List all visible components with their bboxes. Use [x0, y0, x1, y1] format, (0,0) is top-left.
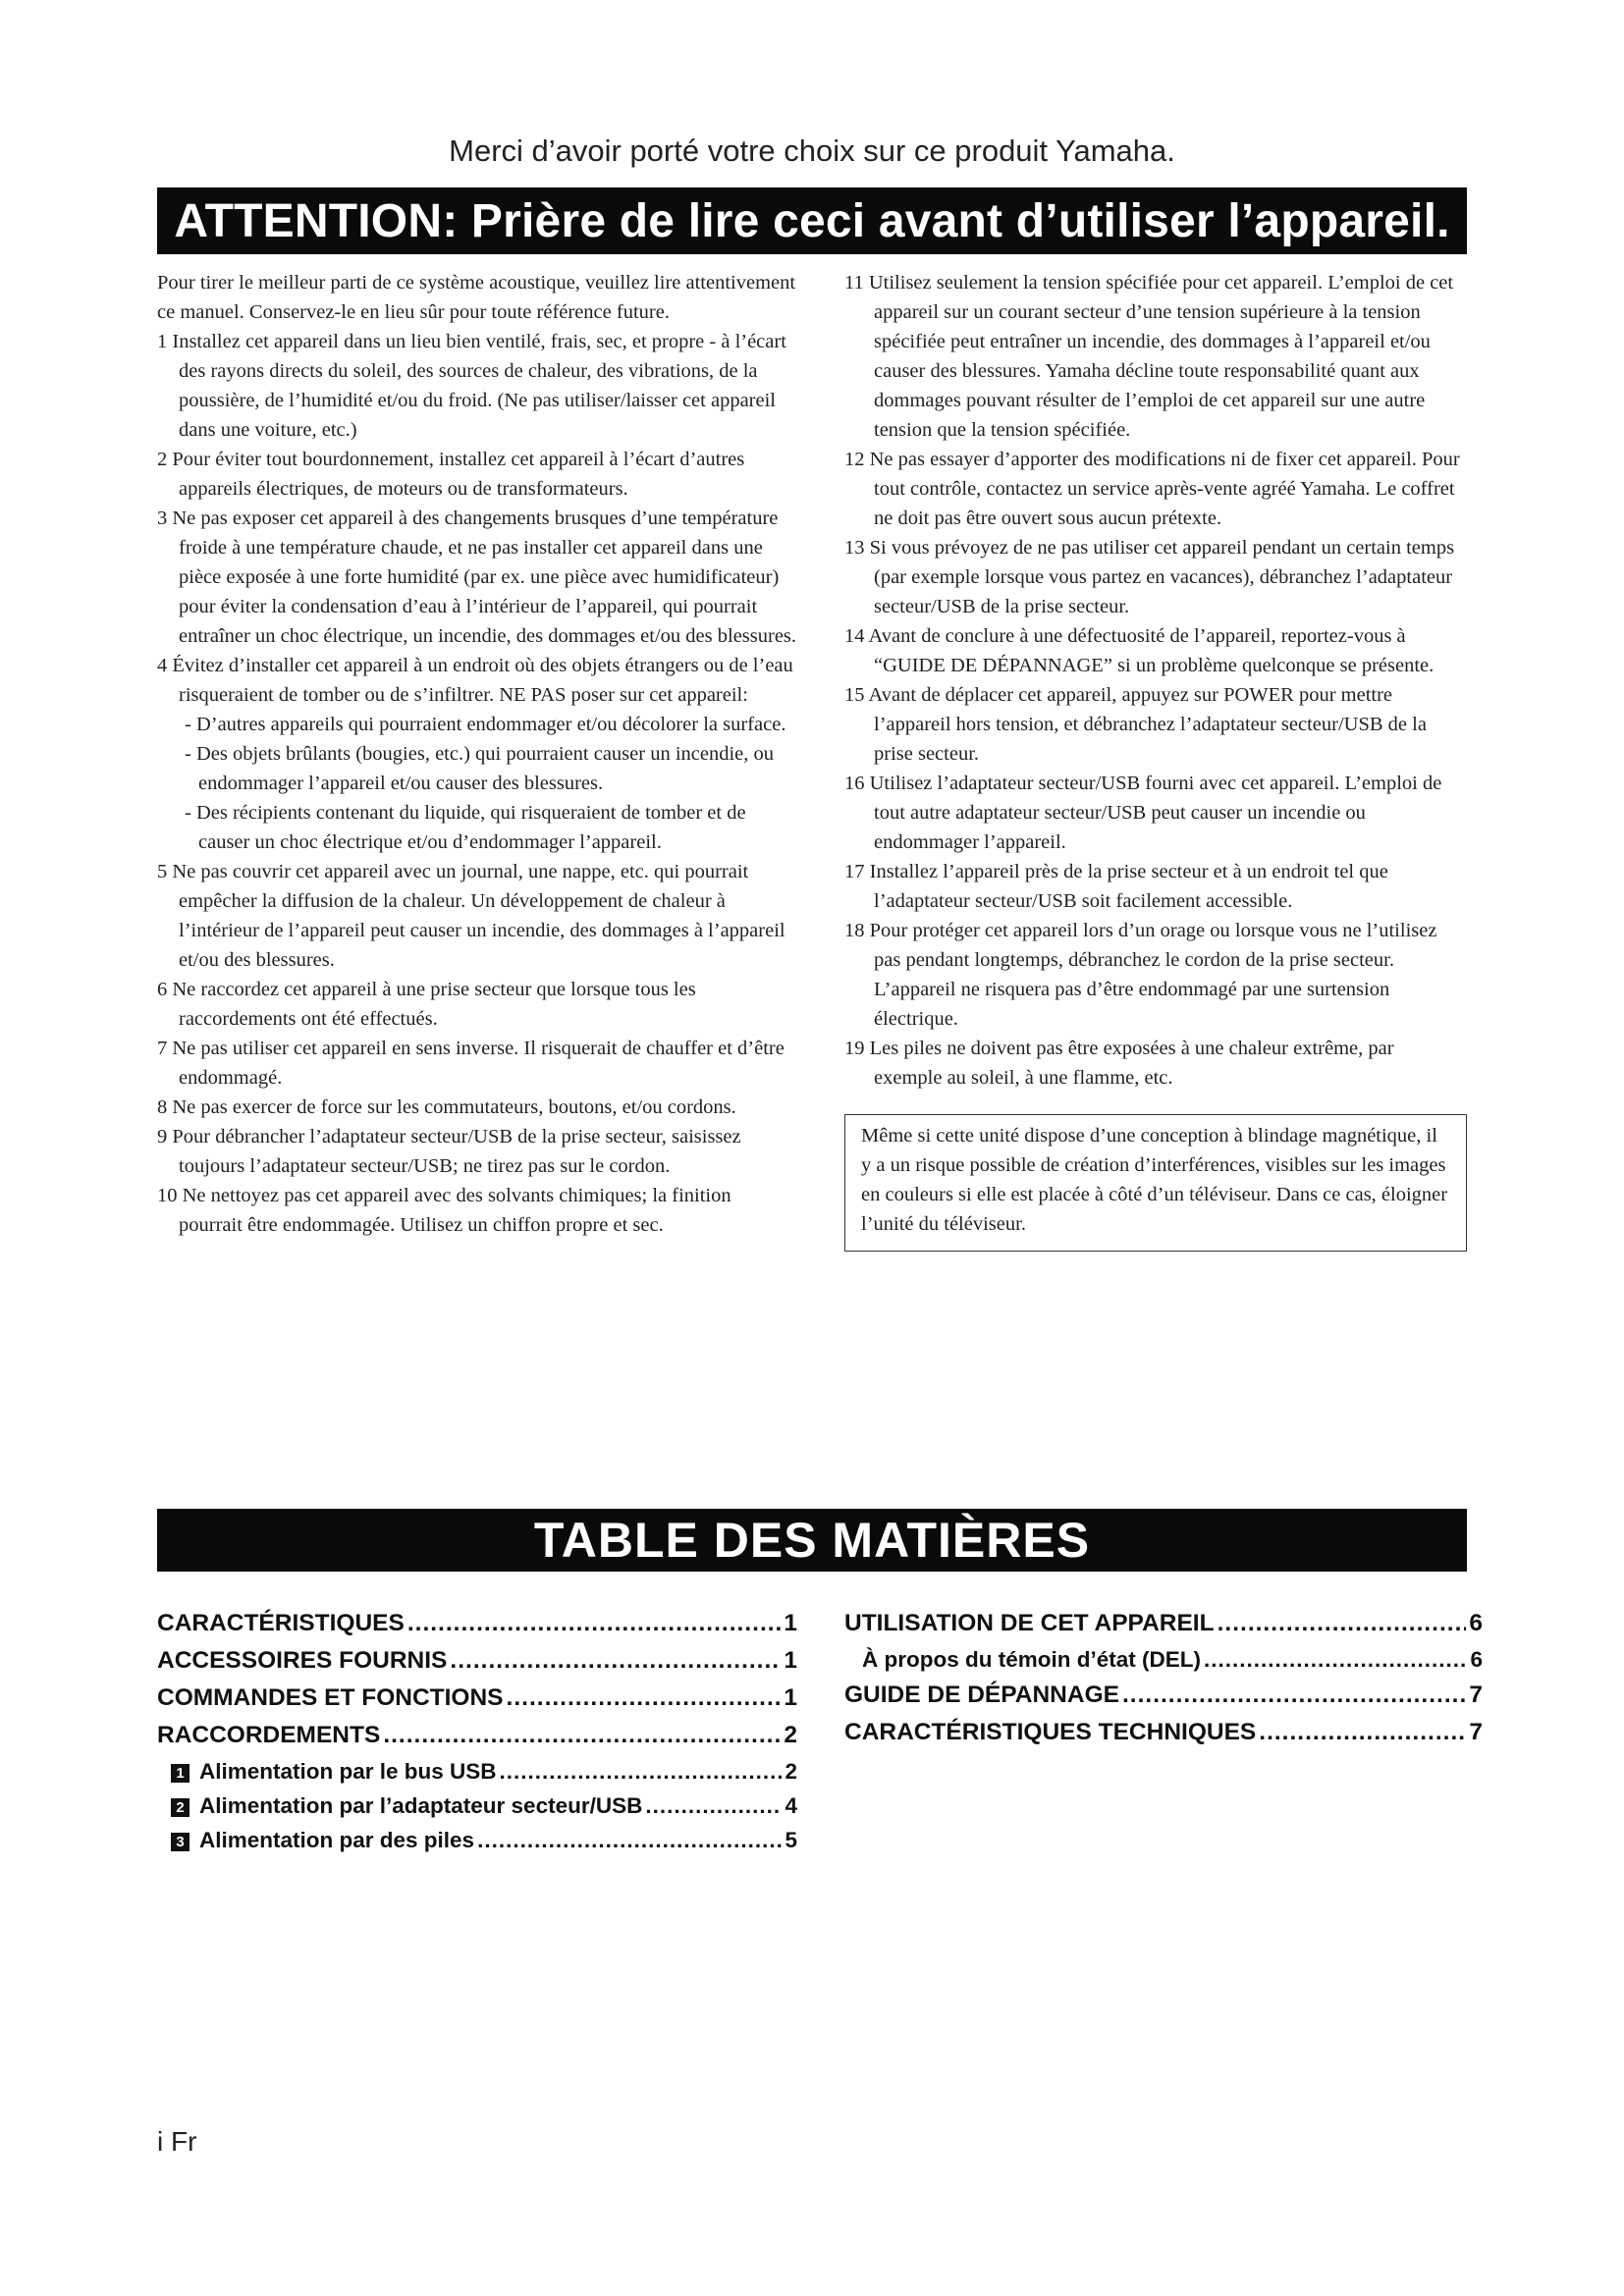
toc-entry-label: GUIDE DE DÉPANNAGE: [844, 1682, 1119, 1708]
thanks-line: Merci d’avoir porté votre choix sur ce produit Yamaha.: [449, 133, 1175, 168]
toc-entry-label: Alimentation par l’adaptateur secteur/USB: [199, 1793, 643, 1818]
precaution-sub-item: - Des objets brûlants (bougies, etc.) qui pourraient causer un incendie, ou endommager l’appareil et/ou causer des blessures.: [185, 743, 775, 794]
toc-dot-leader: [477, 1828, 782, 1853]
precaution-item: 5 Ne pas couvrir cet appareil avec un journal, une nappe, etc. qui pourrait empêcher la diffusion de la chaleur. Un développement de chaleur à l’intérieur de l’appareil peut causer un incendie, des dommages à l’appareil et/ou des blessures.: [157, 861, 785, 971]
toc-entry-page: 4: [785, 1793, 797, 1818]
precaution-item: 2 Pour éviter tout bourdonnement, installez cet appareil à l’écart d’autres appareils électriques, de moteurs ou de transformateurs.: [157, 449, 745, 500]
toc-entry[interactable]: [844, 1719, 1483, 1756]
toc-subentry[interactable]: [157, 1828, 797, 1862]
interference-notice-box: Même si cette unité dispose d’une conception à blindage magnétique, il y a un risque possible de création d’interférences, visibles sur les images en couleurs si elle est placée à côté d’un téléviseur. Dans ce cas, éloigner l’unité du téléviseur.: [844, 1114, 1467, 1252]
precaution-item: 3 Ne pas exposer cet appareil à des changements brusques d’une température froide à une température chaude, et ne pas installer cet appareil dans une pièce exposée à une forte humidité (par ex. une pièce avec humidificateur) pour éviter la condensation d’eau à l’intérieur de l’appareil, qui pourrait entraîner un choc électrique, un incendie, des dommages et/ou des blessures.: [157, 507, 797, 647]
toc-subentry[interactable]: [157, 1793, 797, 1828]
precaution-item: 4 Évitez d’installer cet appareil à un endroit où des objets étrangers ou de l’eau risqueraient de tomber ou de s’infiltrer. NE PAS poser sur cet appareil:: [157, 655, 793, 706]
precaution-item: 19 Les piles ne doivent pas être exposées à une chaleur extrême, par exemple au soleil, à une flamme, etc.: [844, 1038, 1394, 1089]
precaution-item: 11 Utilisez seulement la tension spécifiée pour cet appareil. L’emploi de cet appareil sur un courant secteur d’une tension supérieure à la tension spécifiée peut entraîner un incendie, des dommages à l’appareil et/ou causer des blessures. Yamaha décline toute responsabilité quant aux dommages pouvant résulter de l’emploi de cet appareil sur une autre tension que la tension spécifiée.: [844, 272, 1454, 441]
toc-entry-page: 6: [1469, 1610, 1483, 1636]
toc-dot-leader: [500, 1759, 783, 1785]
toc-entry[interactable]: [157, 1610, 797, 1647]
toc-entry-label: UTILISATION DE CET APPAREIL: [844, 1610, 1215, 1636]
precaution-item: 16 Utilisez l’adaptateur secteur/USB fourni avec cet appareil. L’emploi de tout autre adaptateur secteur/USB peut causer un incendie ou endommager l’appareil.: [844, 773, 1442, 853]
toc-entry[interactable]: [844, 1682, 1483, 1719]
section-number-marker: 1: [171, 1764, 189, 1783]
toc-dot-leader: [1204, 1647, 1468, 1673]
toc-banner: TABLE DES MATIÈRES: [157, 1509, 1467, 1572]
toc-dot-leader: [645, 1793, 782, 1819]
toc-entry-label: COMMANDES ET FONCTIONS: [157, 1684, 504, 1711]
toc-dot-leader: [507, 1684, 782, 1712]
precaution-sub-item: - Des récipients contenant du liquide, qui risqueraient de tomber et de causer un choc électrique et/ou d’endommager l’appareil.: [185, 802, 746, 853]
toc-dot-leader: [407, 1610, 782, 1637]
toc-subentry[interactable]: [844, 1647, 1483, 1682]
toc-entry-label: Alimentation par des piles: [199, 1828, 475, 1852]
precaution-item: 9 Pour débrancher l’adaptateur secteur/USB de la prise secteur, saisissez toujours l’adaptateur secteur/USB; ne tirez pas sur le cordon.: [157, 1126, 741, 1177]
toc-entry-page: 6: [1470, 1647, 1483, 1672]
toc-subentry[interactable]: [157, 1759, 797, 1793]
precaution-sub-item: - D’autres appareils qui pourraient endommager et/ou décolorer la surface.: [185, 714, 786, 735]
precaution-item: 14 Avant de conclure à une défectuosité de l’appareil, reportez-vous à “GUIDE DE DÉPANNAGE” si un problème quelconque se présente.: [844, 625, 1435, 676]
toc-entry-label: CARACTÉRISTIQUES: [157, 1610, 405, 1636]
toc-entry-page: 7: [1469, 1719, 1483, 1745]
precaution-item: 6 Ne raccordez cet appareil à une prise secteur que lorsque tous les raccordements ont été effectués.: [157, 979, 696, 1030]
section-number-marker: 2: [171, 1798, 189, 1817]
toc-entry-label: ACCESSOIRES FOURNIS: [157, 1647, 448, 1674]
page-number: i Fr: [157, 2126, 197, 2157]
toc-dot-leader: [450, 1647, 781, 1675]
toc-entry-label: CARACTÉRISTIQUES TECHNIQUES: [844, 1719, 1257, 1745]
precautions-intro: Pour tirer le meilleur parti de ce système acoustique, veuillez lire attentivement ce manuel. Conservez-le en lieu sûr pour toute référence future.: [157, 272, 796, 323]
precautions-left-column: [157, 268, 797, 1240]
toc-entry[interactable]: [157, 1647, 797, 1684]
toc-entry-page: 2: [785, 1759, 797, 1784]
precaution-item: 18 Pour protéger cet appareil lors d’un orage ou lorsque vous ne l’utilisez pas pendant longtemps, débranchez le cordon de la prise secteur. L’appareil ne risquera pas d’être endommagé par une surtension électrique.: [844, 920, 1437, 1030]
toc-entry-page: 1: [784, 1684, 797, 1711]
precaution-item: 17 Installez l’appareil près de la prise secteur et à un endroit tel que l’adaptateur secteur/USB soit facilement accessible.: [844, 861, 1388, 912]
toc-entry-page: 1: [784, 1610, 797, 1636]
precaution-item: 1 Installez cet appareil dans un lieu bien ventilé, frais, sec, et propre - à l’écart des rayons directs du soleil, des sources de chaleur, des vibrations, de la poussière, de l’humidité et/ou du froid. (Ne pas utiliser/laisser cet appareil dans une voiture, etc.): [157, 331, 786, 441]
precaution-item: 15 Avant de déplacer cet appareil, appuyez sur POWER pour mettre l’appareil hors tension, et débranchez l’adaptateur secteur/USB de la prise secteur.: [844, 684, 1427, 765]
precaution-item: 8 Ne pas exercer de force sur les commutateurs, boutons, et/ou cordons.: [157, 1096, 736, 1118]
toc-entry[interactable]: [157, 1684, 797, 1722]
precaution-item: 12 Ne pas essayer d’apporter des modifications ni de fixer cet appareil. Pour tout contrôle, contactez un service après-vente agréé Yamaha. Le coffret ne doit pas être ouvert sous aucun prétexte.: [844, 449, 1460, 529]
toc-dot-leader: [1259, 1719, 1466, 1746]
precautions-right-column: [844, 268, 1467, 1252]
attention-banner: ATTENTION: Prière de lire ceci avant d’utiliser l’appareil.: [157, 187, 1467, 254]
toc-entry-page: 5: [785, 1828, 797, 1852]
toc-dot-leader: [383, 1722, 781, 1749]
toc-entry-label: RACCORDEMENTS: [157, 1722, 381, 1748]
toc-entry[interactable]: [157, 1722, 797, 1759]
section-number-marker: 3: [171, 1833, 189, 1851]
toc-right-column: [844, 1610, 1483, 1756]
toc-entry-page: 7: [1469, 1682, 1483, 1708]
toc-entry-label: Alimentation par le bus USB: [199, 1759, 497, 1784]
precaution-item: 13 Si vous prévoyez de ne pas utiliser cet appareil pendant un certain temps (par exemple lorsque vous partez en vacances), débranchez l’adaptateur secteur/USB de la prise secteur.: [844, 537, 1455, 617]
toc-entry-page: 2: [784, 1722, 797, 1748]
toc-dot-leader: [1122, 1682, 1466, 1709]
toc-entry-page: 1: [784, 1647, 797, 1674]
toc-left-column: [157, 1610, 797, 1862]
precaution-item: 7 Ne pas utiliser cet appareil en sens inverse. Il risquerait de chauffer et d’être endommagé.: [157, 1038, 785, 1089]
toc-entry[interactable]: [844, 1610, 1483, 1647]
toc-dot-leader: [1218, 1610, 1467, 1637]
toc-entry-label: À propos du témoin d’état (DEL): [862, 1647, 1201, 1672]
precaution-item: 10 Ne nettoyez pas cet appareil avec des solvants chimiques; la finition pourrait être endommagée. Utilisez un chiffon propre et sec.: [157, 1185, 731, 1236]
